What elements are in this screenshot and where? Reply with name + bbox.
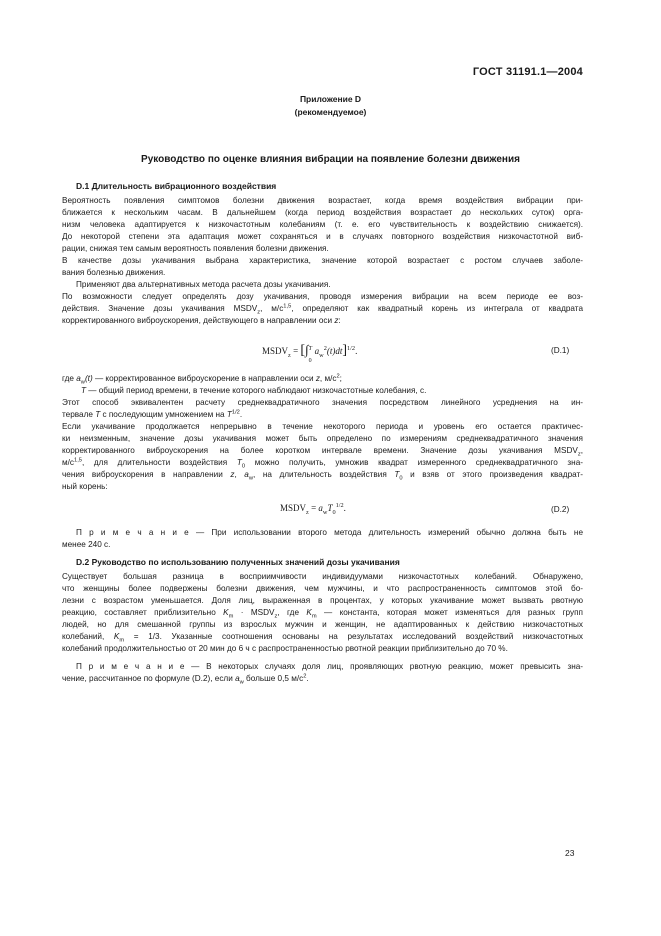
equation-number-d1: (D.1) [551,346,570,355]
section-heading-d2: D.2 Руководство по использованию полученных значений дозы укачивания [76,557,400,567]
text-line: колебаний продолжительностью от 20 мин до 6 ч с распространенностью рвотной реакции приблизительно до 70 %. [62,644,508,653]
note-line: чение, рассчитанное по формуле (D.2), если $a_w$ больше 0,5 $м/с^2$. [62,673,309,686]
main-title: Руководство по оценке влияния вибрации на появление болезни движения [141,154,520,165]
equation-number-d2: (D.2) [551,505,570,514]
text-line: Если укачивание продолжается непрерывно в течение некоторого периода и уровень его остается практичес- [62,422,583,431]
text-line: рации, снижая тем самым вероятность появления болезни движения. [62,244,329,253]
text-line: По возможности следует определять дозу укачивания, проводя измерения вибрации на всем периоде ее воз- [62,292,583,301]
text-line: ки неизменным, значение дозы укачивания может быть определено по измерениям среднеквадратичного значения [62,434,583,443]
text-line: колебаний, $K_m = 1/3$. Указанные соотношения основаны на результатах исследований воздействий низкочастотных [62,632,583,644]
text-line: До некоторой степени эта адаптация может сохраняться и в случаях повторного воздействия низкочастотной виб- [62,232,583,241]
text-line: где $a_w(t)$ — корректированное виброускорение в направлении оси z, $м/с^2$; [62,373,342,386]
text-line: корректированного виброускорения на более коротком интервале времени. Значение дозы укачивания $MSDV_z$, [62,446,583,458]
text-line: что женщины более подвержены болезни движения, чем мужчины, и что распространенность симптомов этой бо- [62,584,583,593]
text-line: Существует большая разница в восприимчивости индивидуумами низкочастотных колебаний. Обнаружено, [62,572,583,581]
page-number: 23 [565,848,575,858]
text-line: чения виброускорения в направлении z, $a_w$, на длительность воздействия $T_0$ и взяв от этого произведения квадрат- [62,470,583,482]
formula-d2: $MSDV_z = a_wT_0^{1/2}$. [280,502,346,516]
text-line: низм человека адаптируется к низкочастотным колебаниям (т. е. его чувствительность к воздействию снижается). [62,220,583,229]
appendix-subtitle: (рекомендуемое) [294,107,367,117]
text-line: Применяют два альтернативных метода расчета дозы укачивания. [76,280,331,289]
text-line: T — общий период времени, в течение которого наблюдают низкочастотные колебания, с. [81,386,427,395]
text-line: реакцию, составляет приблизительно $K_m$ · $MSDV_z$, где $K_m$ — константа, которая может изменяться для разных групп [62,608,583,620]
text-line: Этот способ эквивалентен расчету среднеквадратичного значения посредством линейного усреднения на ин- [62,398,583,407]
text-line: тервале T с последующим умножением на $T^{1/2}$. [62,409,243,419]
text-line: ближается к нескольким часам. В дальнейшем (когда период воздействия возрастает до нескольких суток) орга- [62,208,583,217]
text-line: действия. Значение дозы укачивания $MSDV_z$, $м/с^{1,5}$, определяют как квадратный корень из интеграла от квадрата [62,303,583,316]
text-line: лезни с возрастом уменьшается. Доля лиц, выраженная в процентах, у которых укачивание может вызвать рвотную [62,596,583,605]
text-line: Вероятность появления симптомов болезни движения возрастает, когда время воздействия вибрации при- [62,196,583,205]
section-heading-d1: D.1 Длительность вибрационного воздействия [76,181,277,191]
text-line: вания болезнью движения. [62,268,166,277]
text-line: людей, но для смешанной группы из взрослых мужчин и женщин, не адаптированных к действию низкочастотных [62,620,583,629]
note-line: менее 240 с. [62,540,111,549]
standard-number: ГОСТ 31191.1—2004 [472,66,583,78]
note-line: П р и м е ч а н и е — При использовании второго метода длительность измерений обычно должна быть не [76,528,583,537]
formula-d1: $MSDV_z$ = [∫ T 0 $a_w^2(t)dt]^{1/2}$. [262,342,358,364]
text-line: корректированного виброускорения, действующего в направлении оси z: [62,316,341,325]
text-line: ный корень: [62,482,108,491]
appendix-title: Приложение D [299,94,362,104]
text-line: В качестве дозы укачивания выбрана характеристика, значение которой возрастает с ростом случаев заболе- [62,256,583,265]
note-line: П р и м е ч а н и е — В некоторых случаях доля лиц, проявляющих рвотную реакцию, может превысить зна- [76,662,583,671]
text-line: $м/с^{1,5}$, для длительности воздействия $T_0$ можно получить, умножив квадрат измеренного среднеквадратичного зна- [62,457,583,470]
